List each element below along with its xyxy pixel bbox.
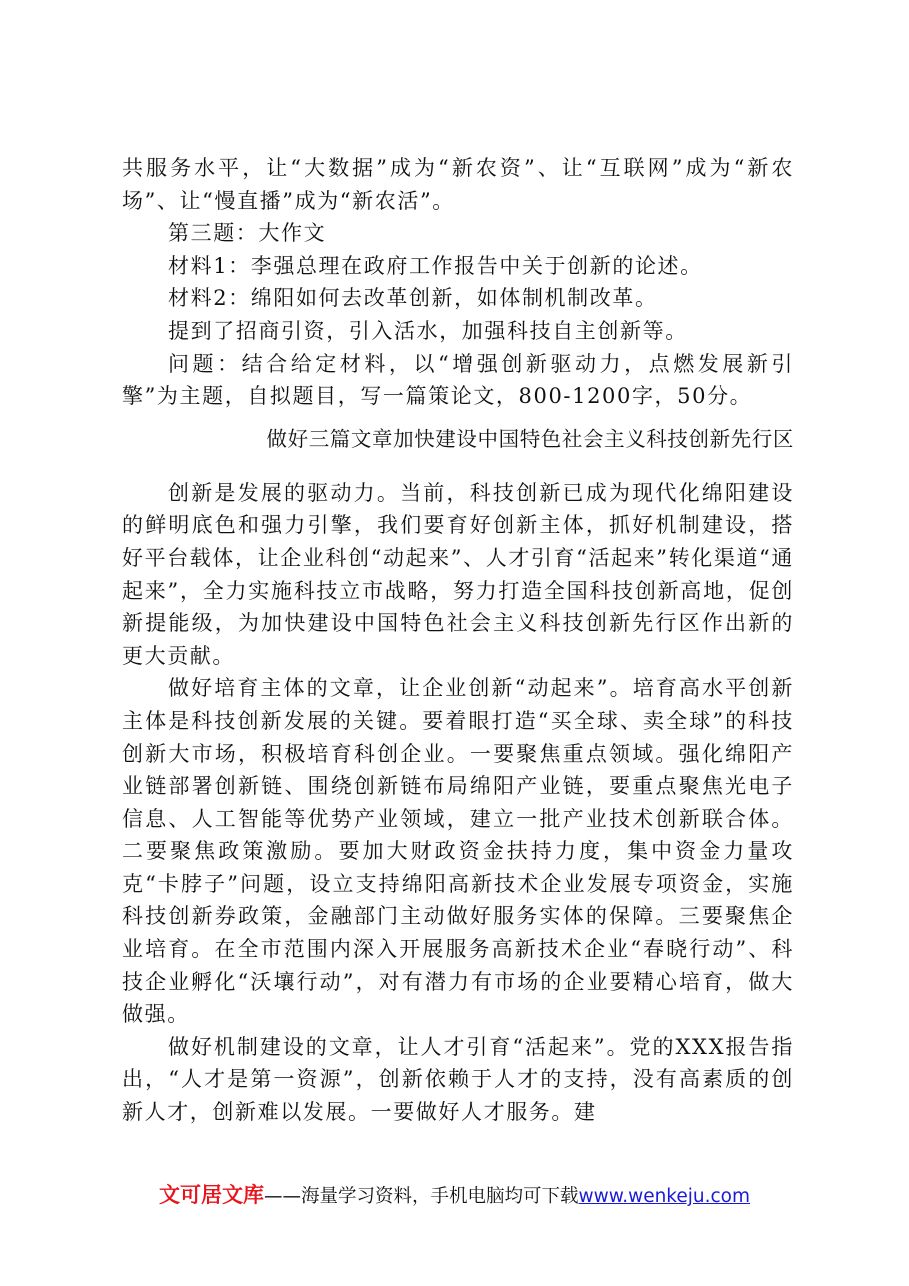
footer-url-link[interactable]: www.wenkeju.com	[578, 1186, 751, 1207]
page-footer	[0, 1179, 909, 1209]
body-paragraph-top-4: 提到了招商引资，引入活水，加强科技自主创新等。	[168, 318, 688, 343]
body-paragraph-top-1: 第三题：大作文	[168, 221, 327, 246]
body-paragraph-top-5: 问题：结合给定材料，以“增强创新驱动力，点燃发展新引擎”为主题，自拟题目，写一篇策论文，800-1200字，50分。	[122, 351, 794, 409]
body-paragraph-top-0: 共服务水平，让“大数据”成为“新农资”、让“互联网”成为“新农场”、让“慢直播”成为“新农活”。	[122, 156, 794, 213]
footer-brand: 文可居文库	[158, 1183, 264, 1207]
essay-heading: 做好三篇文章加快建设中国特色社会主义科技创新先行区	[266, 426, 794, 451]
body-paragraph-top-3: 材料2：绵阳如何去改革创新，如体制机制改革。	[168, 286, 658, 311]
essay-paragraph-0: 创新是发展的驱动力。当前，科技创新已成为现代化绵阳建设的鲜明底色和强力引擎，我们要育好创新主体，抓好机制建设，搭好平台载体，让企业科创“动起来”、人才引育“活起来”转化渠道“通起来”，全力实施科技立市战略，努力打造全国科技创新高地，促创新提能级，为加快建设中国特色社会主义科技创新先行区作出新的更大贡献。	[122, 480, 794, 668]
document-body	[122, 152, 794, 1129]
footer-slogan: ——海量学习资料，手机电脑均可下载	[263, 1186, 579, 1207]
body-paragraph-top-2: 材料1：李强总理在政府工作报告中关于创新的论述。	[168, 253, 703, 278]
essay-paragraph-1: 做好培育主体的文章，让企业创新“动起来”。培育高水平创新主体是科技创新发展的关键。要着眼打造“买全球、卖全球”的科技创新大市场，积极培育科创企业。一要聚焦重点领域。强化绵阳产业链部署创新链、围绕创新链布局绵阳产业链，要重点聚焦光电子信息、人工智能等优势产业领域，建立一批产业技术创新联合体。二要聚焦政策激励。要加大财政资金扶持力度，集中资金力量攻克“卡脖子”问题，设立支持绵阳高新技术企业发展专项资金，实施科技创新券政策，金融部门主动做好服务实体的保障。三要聚焦企业培育。在全市范围内深入开展服务高新技术企业“春晓行动”、科技企业孵化“沃壤行动”，对有潜力有市场的企业要精心培育，做大做强。	[122, 676, 794, 1027]
essay-paragraph-2: 做好机制建设的文章，让人才引育“活起来”。党的XXX报告指出，“人才是第一资源”，创新依赖于人才的支持，没有高素质的创新人才，创新难以发展。一要做好人才服务。建	[122, 1034, 794, 1125]
